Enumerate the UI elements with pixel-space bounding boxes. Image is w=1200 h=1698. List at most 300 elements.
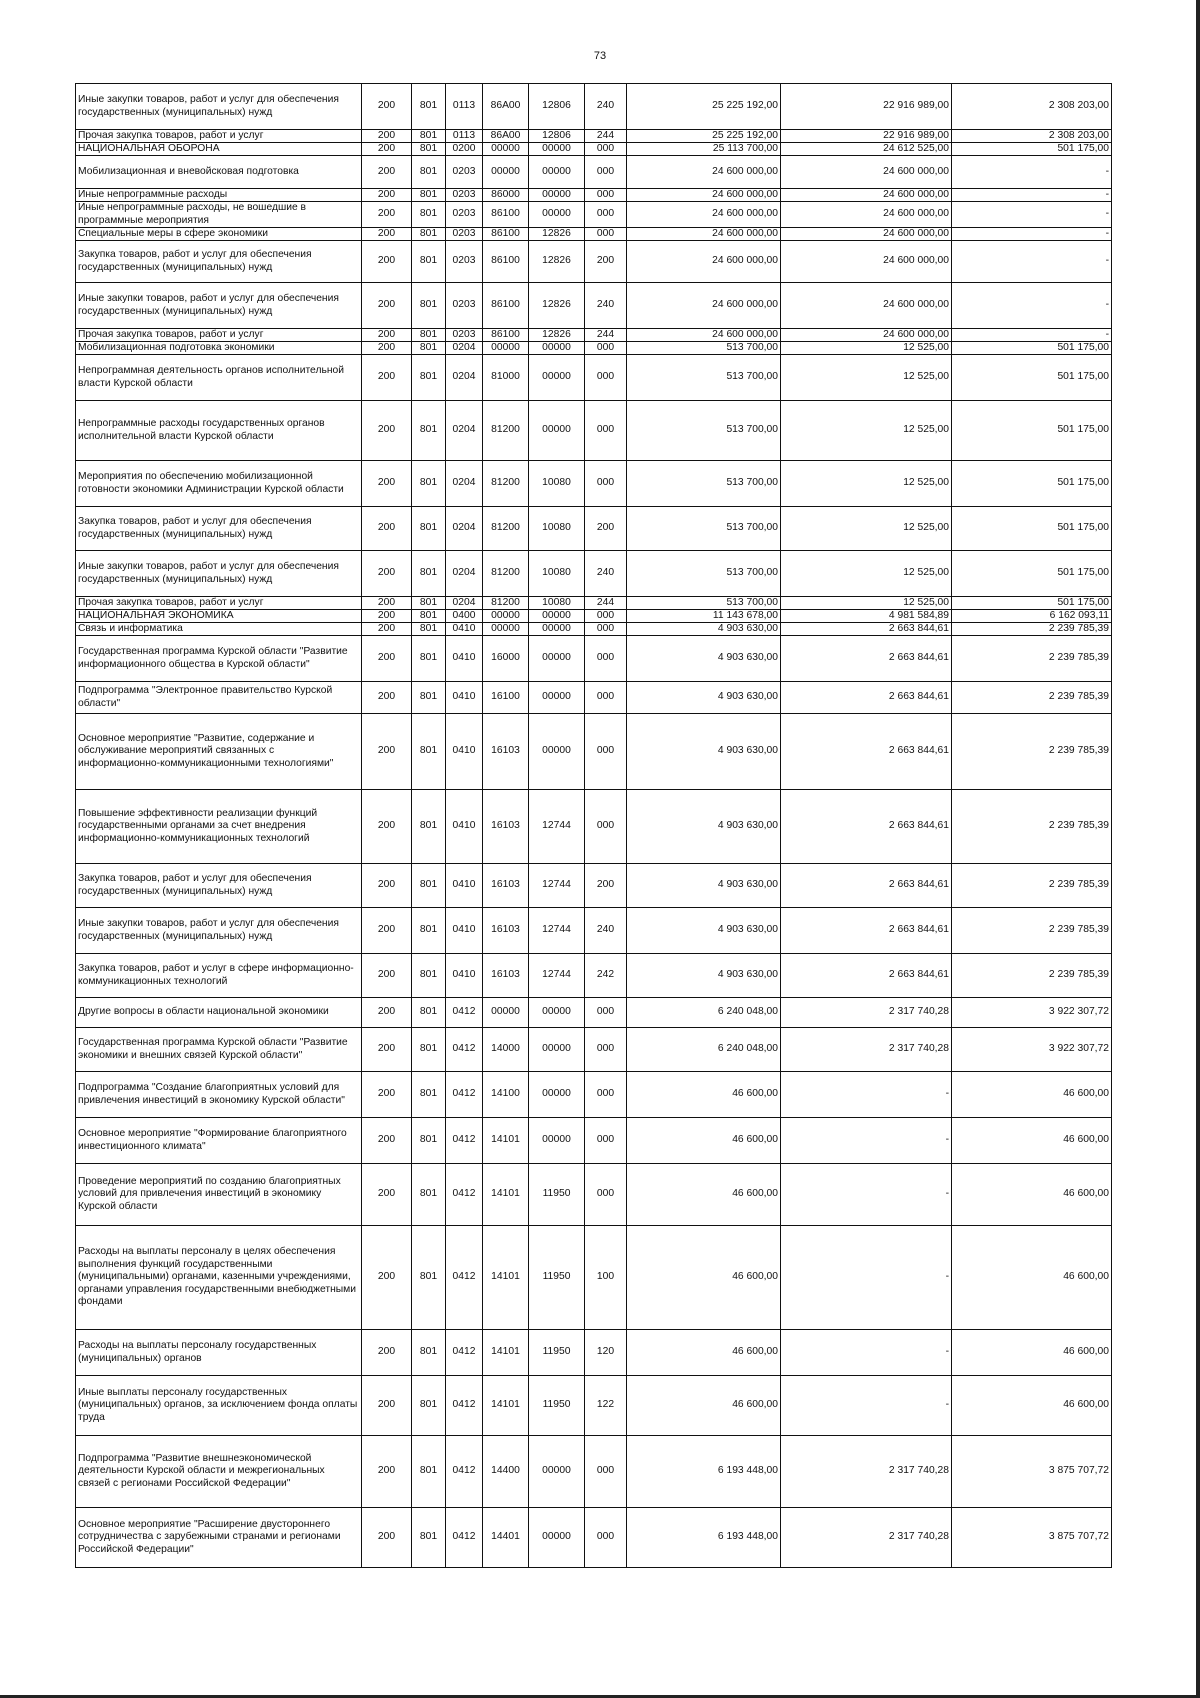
direction-code-cell: 00000 [529, 636, 585, 682]
expense-type-cell: 000 [585, 228, 627, 241]
program-code-cell: 81200 [483, 551, 529, 597]
row-name-cell: Непрограммная деятельность органов исполнительной власти Курской области [76, 355, 362, 401]
remaining-amount-cell: 3 875 707,72 [952, 1436, 1112, 1508]
plan-amount-cell: 513 700,00 [627, 401, 781, 461]
remaining-amount-cell: 46 600,00 [952, 1072, 1112, 1118]
table-row [76, 401, 1112, 461]
executed-amount-cell: 2 317 740,28 [781, 1436, 952, 1508]
executed-amount-cell: 2 663 844,61 [781, 636, 952, 682]
table-row [76, 714, 1112, 790]
row-name-cell: Подпрограмма "Развитие внешнеэкономической деятельности Курской области и межрегиональных связей с регионами Российской Федерации" [76, 1436, 362, 1508]
table-row [76, 1376, 1112, 1436]
gr-code-cell: 200 [362, 355, 412, 401]
gr-code-cell: 200 [362, 329, 412, 342]
table-row [76, 329, 1112, 342]
table-row [76, 130, 1112, 143]
direction-code-cell: 12806 [529, 84, 585, 130]
program-code-cell: 86100 [483, 283, 529, 329]
row-name-cell: Связь и информатика [76, 623, 362, 636]
table-row [76, 954, 1112, 998]
program-code-cell: 86100 [483, 202, 529, 228]
expense-type-cell: 240 [585, 908, 627, 954]
remaining-amount-cell: 3 922 307,72 [952, 998, 1112, 1028]
table-row [76, 461, 1112, 507]
gr-code-cell: 200 [362, 507, 412, 551]
ved-code-cell: 801 [412, 998, 446, 1028]
direction-code-cell: 00000 [529, 355, 585, 401]
row-name-cell: Иные закупки товаров, работ и услуг для обеспечения государственных (муниципальных) нужд [76, 551, 362, 597]
gr-code-cell: 200 [362, 342, 412, 355]
expense-type-cell: 000 [585, 790, 627, 864]
remaining-amount-cell: 501 175,00 [952, 551, 1112, 597]
expense-type-cell: 244 [585, 329, 627, 342]
plan-amount-cell: 46 600,00 [627, 1330, 781, 1376]
plan-amount-cell: 513 700,00 [627, 507, 781, 551]
gr-code-cell: 200 [362, 283, 412, 329]
row-name-cell: НАЦИОНАЛЬНАЯ ОБОРОНА [76, 143, 362, 156]
program-code-cell: 16103 [483, 954, 529, 998]
executed-amount-cell: 4 981 584,89 [781, 610, 952, 623]
section-code-cell: 0410 [446, 864, 483, 908]
ved-code-cell: 801 [412, 143, 446, 156]
remaining-amount-cell: 501 175,00 [952, 401, 1112, 461]
table-row [76, 355, 1112, 401]
row-name-cell: Повышение эффективности реализации функций государственными органами за счет внедрения информационно-коммуникационных технологий [76, 790, 362, 864]
plan-amount-cell: 24 600 000,00 [627, 228, 781, 241]
row-name-cell: Проведение мероприятий по созданию благоприятных условий для привлечения инвестиций в экономику Курской области [76, 1164, 362, 1226]
executed-amount-cell: 12 525,00 [781, 597, 952, 610]
remaining-amount-cell: 501 175,00 [952, 355, 1112, 401]
ved-code-cell: 801 [412, 636, 446, 682]
gr-code-cell: 200 [362, 130, 412, 143]
gr-code-cell: 200 [362, 954, 412, 998]
direction-code-cell: 00000 [529, 1118, 585, 1164]
direction-code-cell: 00000 [529, 156, 585, 189]
gr-code-cell: 200 [362, 551, 412, 597]
row-name-cell: Другие вопросы в области национальной экономики [76, 998, 362, 1028]
executed-amount-cell: 2 663 844,61 [781, 954, 952, 998]
ved-code-cell: 801 [412, 682, 446, 714]
table-row [76, 610, 1112, 623]
expense-type-cell: 000 [585, 189, 627, 202]
direction-code-cell: 12806 [529, 130, 585, 143]
scan-edge [1196, 0, 1200, 1698]
plan-amount-cell: 513 700,00 [627, 597, 781, 610]
section-code-cell: 0204 [446, 401, 483, 461]
program-code-cell: 86А00 [483, 84, 529, 130]
expense-type-cell: 000 [585, 1164, 627, 1226]
gr-code-cell: 200 [362, 597, 412, 610]
remaining-amount-cell: 2 239 785,39 [952, 790, 1112, 864]
program-code-cell: 00000 [483, 610, 529, 623]
section-code-cell: 0412 [446, 1376, 483, 1436]
row-name-cell: Иные закупки товаров, работ и услуг для обеспечения государственных (муниципальных) нужд [76, 84, 362, 130]
ved-code-cell: 801 [412, 1508, 446, 1568]
program-code-cell: 16100 [483, 682, 529, 714]
section-code-cell: 0400 [446, 610, 483, 623]
section-code-cell: 0113 [446, 84, 483, 130]
executed-amount-cell: 2 663 844,61 [781, 714, 952, 790]
section-code-cell: 0412 [446, 1028, 483, 1072]
executed-amount-cell: 24 600 000,00 [781, 329, 952, 342]
expense-type-cell: 200 [585, 241, 627, 283]
plan-amount-cell: 46 600,00 [627, 1072, 781, 1118]
gr-code-cell: 200 [362, 1226, 412, 1330]
gr-code-cell: 200 [362, 610, 412, 623]
plan-amount-cell: 513 700,00 [627, 342, 781, 355]
section-code-cell: 0204 [446, 507, 483, 551]
expense-type-cell: 000 [585, 610, 627, 623]
direction-code-cell: 00000 [529, 682, 585, 714]
ved-code-cell: 801 [412, 130, 446, 143]
program-code-cell: 81200 [483, 507, 529, 551]
expense-type-cell: 000 [585, 636, 627, 682]
direction-code-cell: 11950 [529, 1164, 585, 1226]
expense-type-cell: 000 [585, 682, 627, 714]
plan-amount-cell: 25 225 192,00 [627, 130, 781, 143]
row-name-cell: Основное мероприятие "Формирование благоприятного инвестиционного климата" [76, 1118, 362, 1164]
remaining-amount-cell: 501 175,00 [952, 461, 1112, 507]
gr-code-cell: 200 [362, 1508, 412, 1568]
expense-type-cell: 000 [585, 355, 627, 401]
program-code-cell: 81200 [483, 597, 529, 610]
executed-amount-cell: 24 600 000,00 [781, 283, 952, 329]
expense-type-cell: 000 [585, 998, 627, 1028]
table-row [76, 507, 1112, 551]
remaining-amount-cell: 6 162 093,11 [952, 610, 1112, 623]
remaining-amount-cell: 2 239 785,39 [952, 714, 1112, 790]
table-row [76, 551, 1112, 597]
program-code-cell: 14101 [483, 1376, 529, 1436]
plan-amount-cell: 4 903 630,00 [627, 908, 781, 954]
table-row [76, 1330, 1112, 1376]
program-code-cell: 86100 [483, 228, 529, 241]
plan-amount-cell: 4 903 630,00 [627, 864, 781, 908]
program-code-cell: 00000 [483, 143, 529, 156]
expense-type-cell: 240 [585, 84, 627, 130]
section-code-cell: 0412 [446, 1164, 483, 1226]
section-code-cell: 0203 [446, 189, 483, 202]
gr-code-cell: 200 [362, 1164, 412, 1226]
remaining-amount-cell: 46 600,00 [952, 1164, 1112, 1226]
gr-code-cell: 200 [362, 998, 412, 1028]
direction-code-cell: 00000 [529, 610, 585, 623]
section-code-cell: 0203 [446, 202, 483, 228]
row-name-cell: НАЦИОНАЛЬНАЯ ЭКОНОМИКА [76, 610, 362, 623]
table-row [76, 1028, 1112, 1072]
executed-amount-cell: 12 525,00 [781, 507, 952, 551]
row-name-cell: Специальные меры в сфере экономики [76, 228, 362, 241]
program-code-cell: 14101 [483, 1226, 529, 1330]
table-row [76, 597, 1112, 610]
section-code-cell: 0203 [446, 156, 483, 189]
ved-code-cell: 801 [412, 1164, 446, 1226]
expense-type-cell: 000 [585, 1118, 627, 1164]
plan-amount-cell: 513 700,00 [627, 355, 781, 401]
remaining-amount-cell: 46 600,00 [952, 1376, 1112, 1436]
table-row [76, 143, 1112, 156]
remaining-amount-cell: 501 175,00 [952, 342, 1112, 355]
table-row [76, 1508, 1112, 1568]
executed-amount-cell: 24 612 525,00 [781, 143, 952, 156]
row-name-cell: Прочая закупка товаров, работ и услуг [76, 329, 362, 342]
program-code-cell: 16000 [483, 636, 529, 682]
table-row [76, 84, 1112, 130]
section-code-cell: 0412 [446, 1508, 483, 1568]
program-code-cell: 86А00 [483, 130, 529, 143]
program-code-cell: 81200 [483, 461, 529, 507]
expense-type-cell: 120 [585, 1330, 627, 1376]
gr-code-cell: 200 [362, 1330, 412, 1376]
row-name-cell: Расходы на выплаты персоналу в целях обеспечения выполнения функций государственными (муниципальными) органами, казенными учреждениями, органами управления государственными внебюджетными фондами [76, 1226, 362, 1330]
table-row [76, 1118, 1112, 1164]
row-name-cell: Прочая закупка товаров, работ и услуг [76, 597, 362, 610]
row-name-cell: Подпрограмма "Создание благоприятных условий для привлечения инвестиций в экономику Курской области" [76, 1072, 362, 1118]
program-code-cell: 86000 [483, 189, 529, 202]
section-code-cell: 0204 [446, 355, 483, 401]
remaining-amount-cell: 2 239 785,39 [952, 636, 1112, 682]
direction-code-cell: 00000 [529, 342, 585, 355]
row-name-cell: Иные непрограммные расходы, не вошедшие в программные мероприятия [76, 202, 362, 228]
ved-code-cell: 801 [412, 597, 446, 610]
remaining-amount-cell: - [952, 329, 1112, 342]
remaining-amount-cell: 46 600,00 [952, 1118, 1112, 1164]
plan-amount-cell: 6 240 048,00 [627, 1028, 781, 1072]
gr-code-cell: 200 [362, 1028, 412, 1072]
plan-amount-cell: 4 903 630,00 [627, 682, 781, 714]
direction-code-cell: 11950 [529, 1330, 585, 1376]
plan-amount-cell: 6 240 048,00 [627, 998, 781, 1028]
executed-amount-cell: 2 663 844,61 [781, 682, 952, 714]
executed-amount-cell: - [781, 1072, 952, 1118]
budget-table [75, 83, 1112, 1568]
expense-type-cell: 000 [585, 461, 627, 507]
row-name-cell: Мероприятия по обеспечению мобилизационной готовности экономики Администрации Курской области [76, 461, 362, 507]
section-code-cell: 0412 [446, 1072, 483, 1118]
plan-amount-cell: 4 903 630,00 [627, 954, 781, 998]
ved-code-cell: 801 [412, 461, 446, 507]
plan-amount-cell: 24 600 000,00 [627, 189, 781, 202]
executed-amount-cell: 12 525,00 [781, 401, 952, 461]
gr-code-cell: 200 [362, 143, 412, 156]
section-code-cell: 0204 [446, 342, 483, 355]
table-row [76, 790, 1112, 864]
section-code-cell: 0203 [446, 329, 483, 342]
section-code-cell: 0410 [446, 908, 483, 954]
remaining-amount-cell: 2 308 203,00 [952, 130, 1112, 143]
section-code-cell: 0410 [446, 682, 483, 714]
executed-amount-cell: 12 525,00 [781, 461, 952, 507]
direction-code-cell: 00000 [529, 998, 585, 1028]
ved-code-cell: 801 [412, 1226, 446, 1330]
expense-type-cell: 244 [585, 597, 627, 610]
remaining-amount-cell: 46 600,00 [952, 1330, 1112, 1376]
ved-code-cell: 801 [412, 156, 446, 189]
gr-code-cell: 200 [362, 908, 412, 954]
table-row [76, 998, 1112, 1028]
executed-amount-cell: - [781, 1330, 952, 1376]
direction-code-cell: 00000 [529, 143, 585, 156]
row-name-cell: Закупка товаров, работ и услуг в сфере информационно-коммуникационных технологий [76, 954, 362, 998]
table-row [76, 283, 1112, 329]
direction-code-cell: 00000 [529, 1072, 585, 1118]
section-code-cell: 0412 [446, 1330, 483, 1376]
plan-amount-cell: 24 600 000,00 [627, 202, 781, 228]
program-code-cell: 00000 [483, 623, 529, 636]
remaining-amount-cell: - [952, 283, 1112, 329]
table-row [76, 241, 1112, 283]
row-name-cell: Подпрограмма "Электронное правительство Курской области" [76, 682, 362, 714]
direction-code-cell: 12826 [529, 241, 585, 283]
plan-amount-cell: 4 903 630,00 [627, 636, 781, 682]
ved-code-cell: 801 [412, 790, 446, 864]
program-code-cell: 14101 [483, 1118, 529, 1164]
direction-code-cell: 00000 [529, 189, 585, 202]
executed-amount-cell: 2 663 844,61 [781, 623, 952, 636]
ved-code-cell: 801 [412, 401, 446, 461]
executed-amount-cell: 22 916 989,00 [781, 130, 952, 143]
section-code-cell: 0200 [446, 143, 483, 156]
table-row [76, 1436, 1112, 1508]
ved-code-cell: 801 [412, 329, 446, 342]
program-code-cell: 14100 [483, 1072, 529, 1118]
gr-code-cell: 200 [362, 1376, 412, 1436]
table-row [76, 202, 1112, 228]
ved-code-cell: 801 [412, 342, 446, 355]
row-name-cell: Основное мероприятие "Расширение двустороннего сотрудничества с зарубежными странами и регионами Российской Федерации" [76, 1508, 362, 1568]
row-name-cell: Мобилизационная подготовка экономики [76, 342, 362, 355]
remaining-amount-cell: - [952, 156, 1112, 189]
remaining-amount-cell: 2 239 785,39 [952, 864, 1112, 908]
table-row [76, 189, 1112, 202]
ved-code-cell: 801 [412, 241, 446, 283]
plan-amount-cell: 46 600,00 [627, 1118, 781, 1164]
executed-amount-cell: 24 600 000,00 [781, 189, 952, 202]
ved-code-cell: 801 [412, 1436, 446, 1508]
plan-amount-cell: 4 903 630,00 [627, 714, 781, 790]
expense-type-cell: 000 [585, 714, 627, 790]
expense-type-cell: 242 [585, 954, 627, 998]
remaining-amount-cell: 2 239 785,39 [952, 682, 1112, 714]
remaining-amount-cell: 501 175,00 [952, 143, 1112, 156]
gr-code-cell: 200 [362, 864, 412, 908]
direction-code-cell: 00000 [529, 1508, 585, 1568]
section-code-cell: 0410 [446, 954, 483, 998]
gr-code-cell: 200 [362, 682, 412, 714]
expense-type-cell: 240 [585, 551, 627, 597]
expense-type-cell: 000 [585, 1028, 627, 1072]
row-name-cell: Непрограммные расходы государственных органов исполнительной власти Курской области [76, 401, 362, 461]
plan-amount-cell: 24 600 000,00 [627, 329, 781, 342]
plan-amount-cell: 46 600,00 [627, 1376, 781, 1436]
section-code-cell: 0412 [446, 998, 483, 1028]
expense-type-cell: 000 [585, 156, 627, 189]
row-name-cell: Государственная программа Курской области "Развитие экономики и внешних связей Курской области" [76, 1028, 362, 1072]
row-name-cell: Расходы на выплаты персоналу государственных (муниципальных) органов [76, 1330, 362, 1376]
direction-code-cell: 10080 [529, 597, 585, 610]
gr-code-cell: 200 [362, 189, 412, 202]
executed-amount-cell: 12 525,00 [781, 551, 952, 597]
ved-code-cell: 801 [412, 84, 446, 130]
plan-amount-cell: 24 600 000,00 [627, 156, 781, 189]
ved-code-cell: 801 [412, 1028, 446, 1072]
section-code-cell: 0410 [446, 790, 483, 864]
table-row [76, 623, 1112, 636]
program-code-cell: 00000 [483, 998, 529, 1028]
direction-code-cell: 10080 [529, 461, 585, 507]
expense-type-cell: 000 [585, 1072, 627, 1118]
executed-amount-cell: - [781, 1118, 952, 1164]
gr-code-cell: 200 [362, 241, 412, 283]
expense-type-cell: 000 [585, 401, 627, 461]
plan-amount-cell: 4 903 630,00 [627, 623, 781, 636]
gr-code-cell: 200 [362, 714, 412, 790]
row-name-cell: Мобилизационная и вневойсковая подготовка [76, 156, 362, 189]
direction-code-cell: 12826 [529, 329, 585, 342]
row-name-cell: Иные выплаты персоналу государственных (муниципальных) органов, за исключением фонда оплаты труда [76, 1376, 362, 1436]
section-code-cell: 0113 [446, 130, 483, 143]
gr-code-cell: 200 [362, 1436, 412, 1508]
ved-code-cell: 801 [412, 283, 446, 329]
remaining-amount-cell: 2 308 203,00 [952, 84, 1112, 130]
ved-code-cell: 801 [412, 623, 446, 636]
gr-code-cell: 200 [362, 636, 412, 682]
row-name-cell: Прочая закупка товаров, работ и услуг [76, 130, 362, 143]
section-code-cell: 0203 [446, 241, 483, 283]
plan-amount-cell: 25 225 192,00 [627, 84, 781, 130]
section-code-cell: 0412 [446, 1436, 483, 1508]
direction-code-cell: 12744 [529, 864, 585, 908]
plan-amount-cell: 513 700,00 [627, 551, 781, 597]
executed-amount-cell: 2 317 740,28 [781, 1508, 952, 1568]
row-name-cell: Закупка товаров, работ и услуг для обеспечения государственных (муниципальных) нужд [76, 864, 362, 908]
remaining-amount-cell: 3 875 707,72 [952, 1508, 1112, 1568]
expense-type-cell: 200 [585, 864, 627, 908]
remaining-amount-cell: - [952, 241, 1112, 283]
expense-type-cell: 240 [585, 283, 627, 329]
remaining-amount-cell: 2 239 785,39 [952, 908, 1112, 954]
ved-code-cell: 801 [412, 551, 446, 597]
program-code-cell: 16103 [483, 790, 529, 864]
direction-code-cell: 12826 [529, 283, 585, 329]
program-code-cell: 16103 [483, 864, 529, 908]
section-code-cell: 0203 [446, 228, 483, 241]
program-code-cell: 14000 [483, 1028, 529, 1072]
ved-code-cell: 801 [412, 864, 446, 908]
ved-code-cell: 801 [412, 1376, 446, 1436]
direction-code-cell: 10080 [529, 507, 585, 551]
table-row [76, 342, 1112, 355]
row-name-cell: Закупка товаров, работ и услуг для обеспечения государственных (муниципальных) нужд [76, 507, 362, 551]
section-code-cell: 0410 [446, 714, 483, 790]
page-number: 73 [593, 50, 607, 62]
table-row [76, 228, 1112, 241]
gr-code-cell: 200 [362, 401, 412, 461]
plan-amount-cell: 24 600 000,00 [627, 241, 781, 283]
section-code-cell: 0410 [446, 623, 483, 636]
remaining-amount-cell: - [952, 189, 1112, 202]
remaining-amount-cell: - [952, 228, 1112, 241]
program-code-cell: 86100 [483, 241, 529, 283]
executed-amount-cell: - [781, 1376, 952, 1436]
gr-code-cell: 200 [362, 202, 412, 228]
plan-amount-cell: 4 903 630,00 [627, 790, 781, 864]
remaining-amount-cell: - [952, 202, 1112, 228]
plan-amount-cell: 46 600,00 [627, 1164, 781, 1226]
executed-amount-cell: 24 600 000,00 [781, 156, 952, 189]
executed-amount-cell: 2 317 740,28 [781, 1028, 952, 1072]
expense-type-cell: 000 [585, 623, 627, 636]
